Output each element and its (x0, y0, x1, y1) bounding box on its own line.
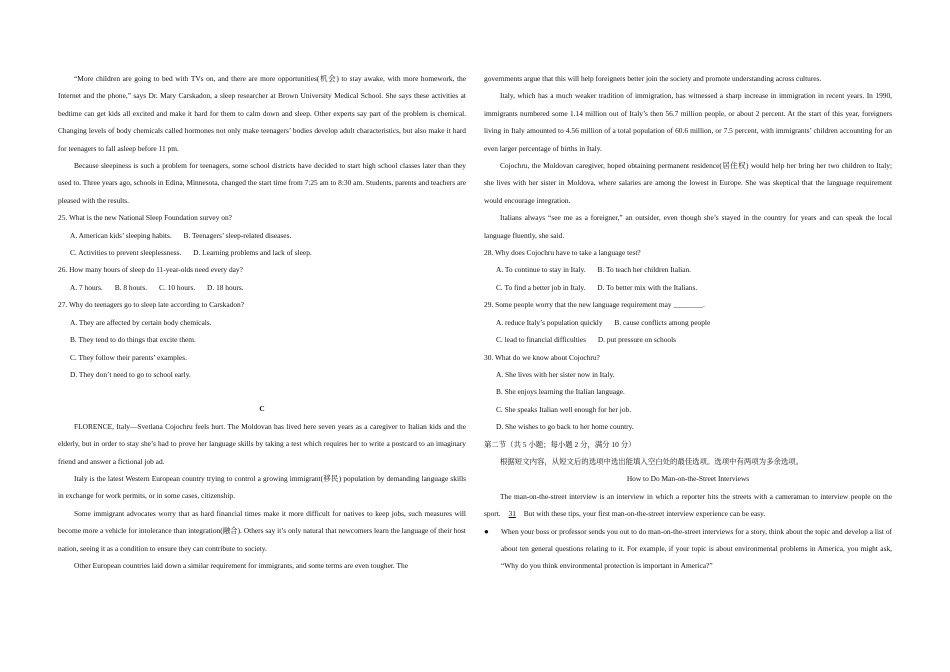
option: B. They tend to do things that excite them. (70, 335, 196, 345)
option: C. They follow their parents’ examples. (70, 352, 187, 362)
article-title: How to Do Man-on-the-Street Interviews (626, 474, 750, 484)
passage-c-paragraph: Some immigrant advocates worry that as hard financial times make it more difficult for natives to keep jobs, such measures will become more a vehicle for intolerance than integration(融合). Others say it’s only natural that newcomers learn the language of their host nation, seeing it as a condition to ensure they can contribute to society. (58, 508, 466, 553)
option: D. put pressure on schools (597, 335, 677, 345)
option: C. Activities to prevent sleeplessness. (70, 248, 182, 258)
option: B. She enjoys learning the Italian language. (496, 387, 625, 397)
passage-c-paragraph: Italians always “see me as a foreigner,” an outsider, even though she’s stayed in the country for years and can speak the local language fluently, she said. (484, 213, 892, 240)
bullet-dot-icon: ● (484, 526, 489, 536)
passage-b-paragraph: “More children are going to bed with TVs on, and there are more opportunities(机会) to stay awake, with more homework, the Internet and the phone,” says Dr. Mary Carskadon, a sleep researcher at Brown University Medical School. She says these activities at bedtime can get kids all excited and make it hard for them to calm down and sleep. Other experts say part of the problem is chemical. Changing levels of body chemicals called hormones not only make teenagers’ bodies develop adult characteristics, but also make it hard for teenagers to fall asleep before 11 pm. (58, 74, 466, 153)
option: D. 18 hours. (207, 282, 244, 292)
article-text: The man-on-the-street interview is an interview in which a reporter hits the streets with a cameraman to interview people on the sport. (484, 491, 892, 519)
passage-c-paragraph: Italy is the latest Western European country trying to control a growing immigrant(移民) population by demanding language skills in exchange for work permits, or in some cases, citizenship. (58, 473, 466, 501)
question-29-options-row (484, 331, 892, 348)
option: C. To find a better job in Italy. (496, 282, 586, 292)
option: B. 8 hours. (114, 282, 148, 292)
question-26: 26. How many hours of sleep do 11-year-olds need every day? (58, 265, 243, 275)
option: A. American kids’ sleeping habits. (70, 230, 172, 240)
question-28: 28. Why does Cojochru have to take a language test? (484, 248, 641, 258)
passage-c-paragraph: Other European countries laid down a similar requirement for immigrants, and some terms are even tougher. The (74, 560, 408, 570)
question-28-options-row (484, 279, 892, 296)
option: B. To teach her children Italian. (597, 265, 691, 275)
option: C. lead to financial difficulties (496, 335, 586, 345)
question-28-options-row (484, 261, 892, 278)
option: D. She wishes to go back to her home country. (496, 422, 634, 432)
question-25-options-row (58, 244, 466, 261)
option: A. She lives with her sister now in Italy. (496, 369, 615, 379)
bullet-text: When your boss or professor sends you out to do man-on-the-street interviews for a story, think about the topic and develop a list of about ten general questions relating to it. For example, if your topic is about environmental problems in America, you might ask, “Why do you think environmental protection is important in America?” (501, 526, 892, 571)
option: C. 10 hours. (159, 282, 196, 292)
passage-b-paragraph: Because sleepiness is such a problem for teenagers, some school districts have decided to start high school classes later than they used to. Three years ago, schools in Edina, Minnesota, changed the start time from 7:25 am to 8:30 am. Students, parents and teachers are pleased with the results. (58, 161, 466, 205)
option: A. They are affected by certain body chemicals. (70, 317, 212, 327)
section-c-heading: C (259, 404, 265, 414)
option: D. To better mix with the Italians. (597, 282, 698, 292)
blank-31: 31 (508, 509, 516, 519)
question-27: 27. Why do teenagers go to sleep late according to Carskadon? (58, 300, 245, 310)
option: D. Learning problems and lack of sleep. (193, 248, 312, 258)
passage-c-paragraph: governments argue that this will help foreigners better join the society and promote understanding across cultures. (484, 74, 822, 83)
passage-c-paragraph: Cojochru, the Moldovan caregiver, hoped obtaining permanent residence(居住权) would help her bring her two children to Italy; she lives with her sister in Moldova, where salaries are among the lowest in Europe. She was skeptical that the language requirement would encourage integration. (484, 161, 892, 205)
bullet-item (484, 523, 892, 575)
option: A. To continue to stay in Italy. (496, 265, 586, 275)
instructions: 根据短文内容，从短文后的选项中选出能填入空白处的最佳选项。选项中有两项为多余选项。 (500, 456, 804, 466)
option: D. They don’t need to go to school early. (70, 369, 191, 379)
article-text: But with these tips, your first man-on-the-street interview experience can be easy. (523, 509, 766, 519)
option: C. She speaks Italian well enough for her job. (496, 404, 632, 414)
question-26-options-row (58, 279, 466, 296)
question-30: 30. What do we know about Cojochru? (484, 352, 600, 362)
option: A. reduce Italy’s population quickly (496, 317, 603, 327)
left-column (58, 70, 466, 574)
article-paragraph (484, 488, 892, 523)
right-column (484, 70, 892, 575)
passage-c-paragraph: FLORENCE, Italy—Svetlana Cojochru feels hurt. The Moldovan has lived here seven years as a caregiver to Italian kids and the elderly, but in order to stay she’s had to prove her language skills by taking a test which requires her to write a postcard to an imaginary friend and answer a fictional job ad. (58, 421, 466, 466)
question-25-options-row (58, 227, 466, 244)
question-25: 25. What is the new National Sleep Foundation survey on? (58, 213, 232, 223)
question-29: 29. Some people worry that the new language requirement may ________. (484, 300, 705, 310)
option: A. 7 hours. (70, 282, 103, 292)
passage-c-paragraph: Italy, which has a much weaker tradition of immigration, has witnessed a sharp increase in immigration in recent years. In 1990, immigrants numbered some 1.14 million out of Italy’s then 56.7 million people, or about 2 percent. At the start of this year, foreigners living in Italy amounted to 4.56 million of a total population of 60.6 million, or 7.5 percent, with immigrants’ children accounting for an even larger percentage of births in Italy. (484, 91, 892, 153)
part-two-heading: 第二节（共 5 小题；每小题 2 分，满分 10 分） (484, 439, 636, 449)
spacer (58, 383, 466, 400)
option: B. cause conflicts among people (614, 317, 711, 327)
question-29-options-row (484, 314, 892, 331)
option: B. Teenagers’ sleep-related diseases. (183, 230, 292, 240)
